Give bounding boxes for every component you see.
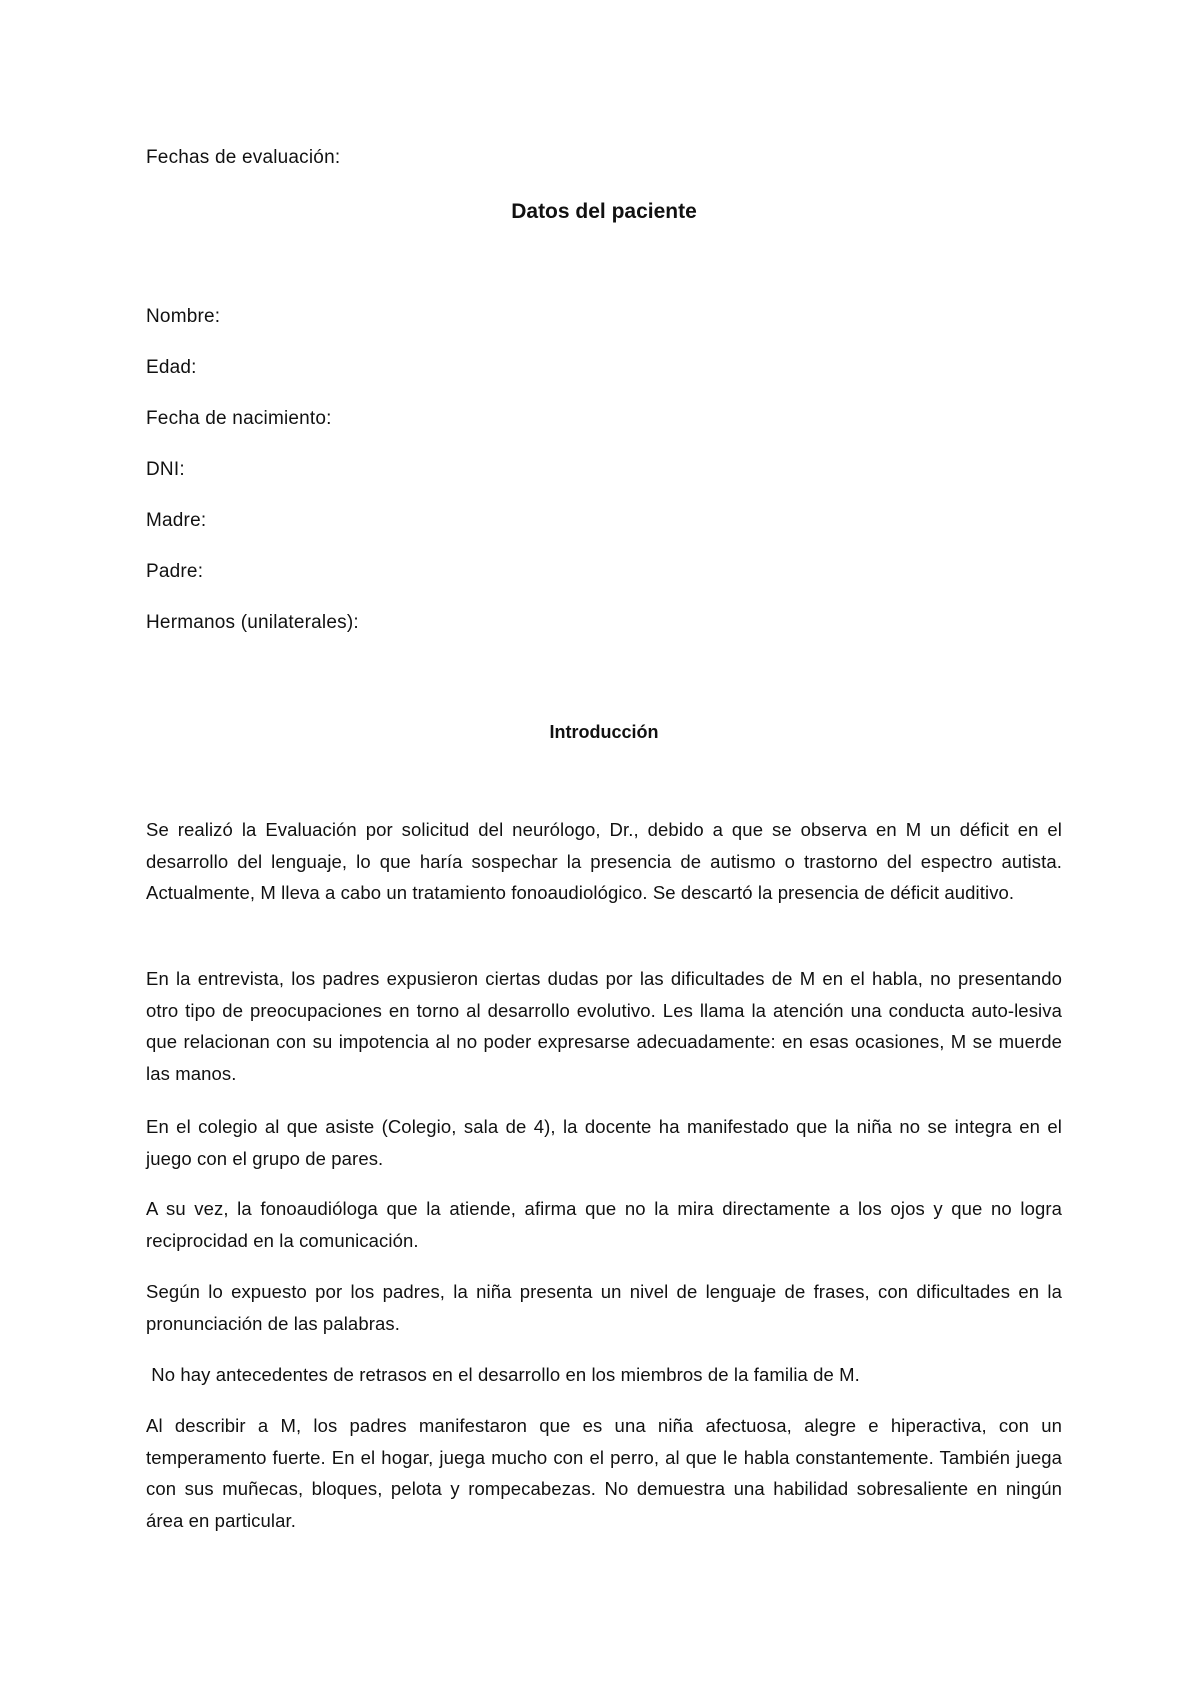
patient-data-heading: Datos del paciente: [511, 200, 697, 223]
field-name-label: Nombre:: [146, 306, 221, 327]
evaluation-dates-label: Fechas de evaluación:: [146, 147, 341, 168]
field-age-label: Edad:: [146, 357, 197, 378]
field-siblings-label: Hermanos (unilaterales):: [146, 612, 359, 633]
intro-paragraph-4: A su vez, la fonoaudióloga que la atiende, afirma que no la mira directamente a los ojos y que no logra reciprocidad en la comunicación.: [146, 1198, 1062, 1251]
intro-paragraph-5: Según lo expuesto por los padres, la niña presenta un nivel de lenguaje de frases, con dificultades en la pronunciación de las palabras.: [146, 1281, 1062, 1334]
intro-paragraph-2: En la entrevista, los padres expusieron ciertas dudas por las dificultades de M en el habla, no presentando otro tipo de preocupaciones en torno al desarrollo evolutivo. Les llama la atención una conducta auto-lesiva que relacionan con su impotencia al no poder expresarse adecuadamente: en esas ocasiones, M se muerde las manos.: [146, 968, 1062, 1084]
intro-paragraph-3: En el colegio al que asiste (Colegio, sala de 4), la docente ha manifestado que la niña no se integra en el juego con el grupo de pares.: [146, 1116, 1062, 1169]
intro-paragraph-6: No hay antecedentes de retrasos en el desarrollo en los miembros de la familia de M.: [146, 1364, 860, 1385]
field-father-label: Padre:: [146, 561, 204, 582]
field-birth-date-label: Fecha de nacimiento:: [146, 408, 332, 429]
intro-paragraph-7: Al describir a M, los padres manifestaron que es una niña afectuosa, alegre e hiperactiva, con un temperamento fuerte. En el hogar, juega mucho con el perro, al que le habla constantemente. También juega con sus muñecas, bloques, pelota y rompecabezas. No demuestra una habilidad sobresaliente en ningún área en particular.: [146, 1415, 1062, 1531]
intro-paragraph-1: Se realizó la Evaluación por solicitud del neurólogo, Dr., debido a que se observa en M un déficit en el desarrollo del lenguaje, lo que haría sospechar la presencia de autismo o trastorno del espectro autista. Actualmente, M lleva a cabo un tratamiento fonoaudiológico. Se descartó la presencia de déficit auditivo.: [146, 819, 1062, 903]
field-mother-label: Madre:: [146, 510, 207, 531]
field-dni-label: DNI:: [146, 459, 185, 480]
introduction-heading: Introducción: [549, 722, 659, 742]
